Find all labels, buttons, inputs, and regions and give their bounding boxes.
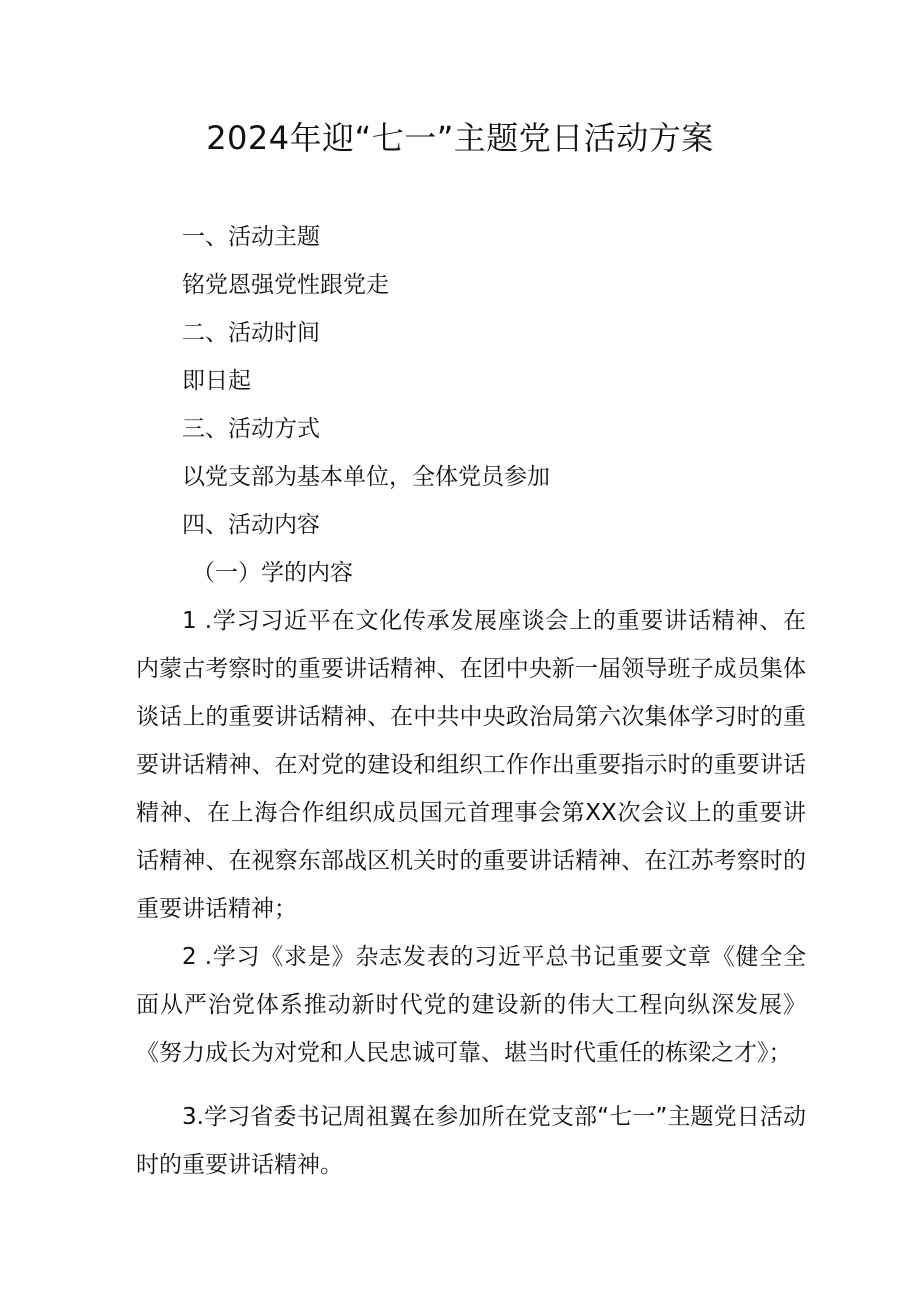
- section-heading-time: 二、活动时间: [182, 320, 320, 346]
- section-body-method: 以党支部为基本单位，全体党员参加: [182, 464, 550, 490]
- study-item-2: 2 .学习《求是》杂志发表的习近平总书记重要文章《健全全面从严治党体系推动新时代党的建设新的伟大工程向纵深发展》《努力成长为对党和人民忠诚可靠、堪当时代重任的栋梁之才》；: [136, 944, 806, 1066]
- study-item-3: 3.学习省委书记周祖翼在参加所在党支部“七一”主题党日活动时的重要讲话精神。: [136, 1104, 806, 1178]
- section-body-theme: 铭党恩强党性跟党走: [182, 272, 389, 298]
- section-heading-content: 四、活动内容: [182, 512, 320, 538]
- subsection-heading-study: （一）学的内容: [192, 560, 353, 586]
- document-title: 2024年迎“七一”主题党日活动方案: [206, 119, 714, 157]
- section-heading-method: 三、活动方式: [182, 416, 320, 442]
- study-item-1: 1 .学习习近平在文化传承发展座谈会上的重要讲话精神、在内蒙古考察时的重要讲话精神、在团中央新一届领导班子成员集体谈话上的重要讲话精神、在中共中央政治局第六次集体学习时的重要讲话精神、在对党的建设和组织工作作出重要指示时的重要讲话精神、在上海合作组织成员国元首理事会第XX次会议上的重要讲话精神、在视察东部战区机关时的重要讲话精神、在江苏考察时的重要讲话精神；: [136, 608, 806, 922]
- section-heading-theme: 一、活动主题: [182, 224, 320, 250]
- section-body-time: 即日起: [182, 368, 251, 394]
